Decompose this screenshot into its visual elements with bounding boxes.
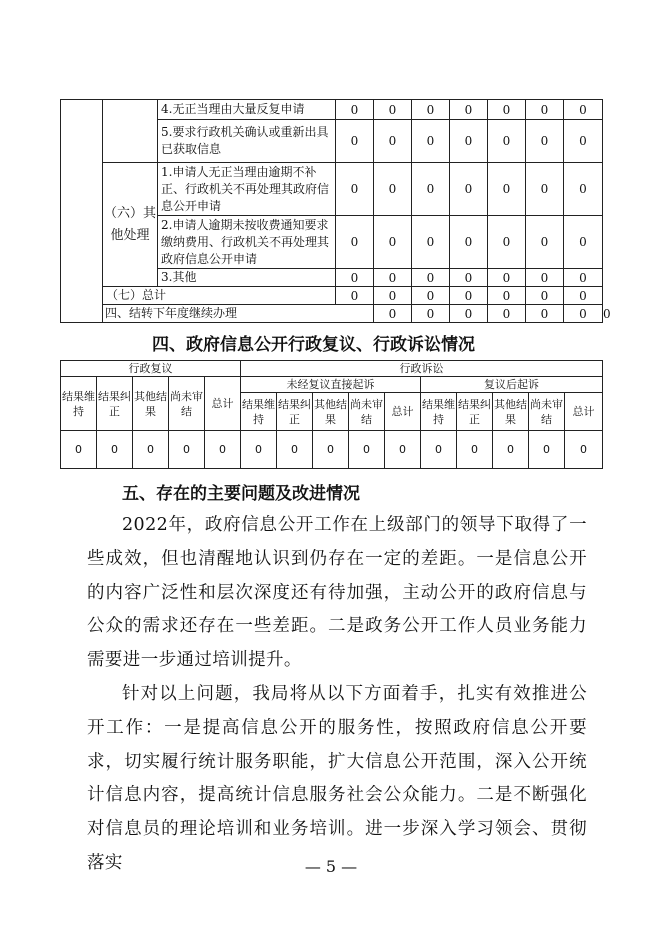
review-litigation-table [60, 360, 603, 469]
cell-value: 0 [336, 216, 374, 269]
section-heading-5: 五、存在的主要问题及改进情况 [122, 484, 360, 504]
cell-value: 0 [526, 120, 564, 163]
row-label: 3.其他 [158, 269, 336, 287]
cell-value: 0 [526, 216, 564, 269]
cell-value: 0 [61, 431, 97, 469]
cell-value: 0 [336, 163, 374, 216]
total-label: （七）总计 [103, 287, 336, 305]
cell-value: 0 [385, 431, 421, 469]
col-header: 结果纠正 [97, 377, 133, 431]
cell-value: 0 [488, 269, 526, 287]
cell-value: 0 [349, 431, 385, 469]
table-row [61, 431, 603, 469]
cell-value: 0 [564, 120, 603, 163]
cell-value: 0 [169, 431, 205, 469]
table-row [61, 377, 603, 393]
cell-value: 0 [336, 269, 374, 287]
cell-value: 0 [450, 269, 488, 287]
after-review-header: 复议后起诉 [421, 377, 603, 393]
row-label: 1.申请人无正当理由逾期不补正、行政机关不再处理其政府信息公开申请 [158, 163, 336, 216]
col-header: 尚未审结 [349, 393, 385, 431]
cell-value: 0 [529, 431, 565, 469]
cell-value: 0 [421, 431, 457, 469]
cell-value: 0 [412, 163, 450, 216]
col-header: 结果纠正 [277, 393, 313, 431]
row-label: 2.申请人逾期未按收费通知要求缴纳费用、行政机关不再处理其政府信息公开申请 [158, 216, 336, 269]
cell-value: 0 [526, 287, 564, 305]
cell-value: 0 [450, 163, 488, 216]
cell-value: 0 [133, 431, 169, 469]
cell-value: 0 [565, 431, 603, 469]
col-header: 结果维持 [61, 377, 97, 431]
cell-value: 0 [336, 100, 374, 120]
cell-value: 0 [564, 287, 603, 305]
cell-value: 0 [97, 431, 133, 469]
cell-value: 0 [374, 163, 412, 216]
col-header: 尚未审结 [529, 393, 565, 431]
cell-value: 0 [450, 305, 488, 323]
cell-value: 0 [277, 431, 313, 469]
cell-value: 0 [526, 163, 564, 216]
col-header: 结果维持 [421, 393, 457, 431]
table-row [61, 287, 603, 305]
cell-value: 0 [313, 431, 349, 469]
cell-value: 0 [412, 287, 450, 305]
blank-cell [103, 100, 158, 163]
cell-value: 0 [374, 269, 412, 287]
col-header: 其他结果 [133, 377, 169, 431]
blank-cell [61, 100, 103, 323]
cell-value: 0 [564, 100, 603, 120]
cell-value: 0 [450, 216, 488, 269]
cell-value: 0 [488, 120, 526, 163]
cell-value: 0 [374, 216, 412, 269]
admin-litigation-header: 行政诉讼 [241, 361, 603, 377]
cell-value: 0 [564, 163, 603, 216]
cell-value: 0 [488, 287, 526, 305]
cell-value: 0 [450, 287, 488, 305]
group-label-other-handling: （六）其他处理 [103, 163, 158, 287]
cell-value: 0 [526, 100, 564, 120]
col-header: 其他结果 [493, 393, 529, 431]
cell-value: 0 [450, 120, 488, 163]
cell-value: 0 [488, 216, 526, 269]
cell-value: 0 [412, 216, 450, 269]
col-header: 结果维持 [241, 393, 277, 431]
application-handling-table [60, 99, 611, 323]
row-label: 5.要求行政机关确认或重新出具已获取信息 [158, 120, 336, 163]
cell-value: 0 [412, 100, 450, 120]
table-row [61, 163, 603, 216]
cell-value: 0 [241, 431, 277, 469]
cell-value: 0 [488, 305, 526, 323]
row-label: 4.无正当理由大量反复申请 [158, 100, 336, 120]
admin-review-header: 行政复议 [61, 361, 241, 377]
section-heading-4: 四、政府信息公开行政复议、行政诉讼情况 [152, 335, 475, 355]
cell-value: 0 [336, 287, 374, 305]
cell-value: 0 [374, 287, 412, 305]
cell-value: 0 [412, 120, 450, 163]
col-header: 结果纠正 [457, 393, 493, 431]
col-header: 其他结果 [313, 393, 349, 431]
not-reviewed-header: 未经复议直接起诉 [241, 377, 421, 393]
cell-value: 0 [374, 100, 412, 120]
body-paragraph: 针对以上问题，我局将从以下方面着手，扎实有效推进公开工作：一是提高信息公开的服务性，按照政府信息公开要求，切实履行统计服务职能，扩大信息公开范围，深入公开统计信息内容，提高统计信息服务社会公众能力。二是不断强化对信息员的理论培训和业务培训。进一步深入学习领会、贯彻落实 [87, 684, 587, 873]
table-row [61, 100, 603, 120]
cell-value: 0 [526, 305, 564, 323]
cell-value: 0 [374, 120, 412, 163]
col-header: 总计 [565, 393, 603, 431]
page-number: — 5 — [304, 857, 358, 876]
cell-value: 0 [374, 305, 412, 323]
cell-value: 0 [493, 431, 529, 469]
cell-value: 0 [564, 269, 603, 287]
table-row [61, 361, 603, 377]
cell-value: 0 [450, 100, 488, 120]
cell-value: 0 [336, 120, 374, 163]
body-paragraph: 2022年，政府信息公开工作在上级部门的领导下取得了一些成效，但也清醒地认识到仍存在一定的差距。一是信息公开的内容广泛性和层次深度还有待加强，主动公开的政府信息与公众的需求还存在一些差距。二是政务公开工作人员业务能力需要进一步通过培训提升。 [87, 515, 587, 671]
cell-value: 0 [488, 163, 526, 216]
cell-value: 0 [205, 431, 241, 469]
col-header: 总计 [205, 377, 241, 431]
col-header: 尚未审结 [169, 377, 205, 431]
cell-value: 0 [526, 269, 564, 287]
table-row: 四、结转下年度继续办理 0 0 0 0 0 0 0 [61, 305, 603, 323]
cell-value: 0 [564, 305, 603, 323]
cell-value: 0 [412, 305, 450, 323]
cell-value: 0 [412, 269, 450, 287]
cell-value: 0 [564, 216, 603, 269]
cell-value: 0 [488, 100, 526, 120]
carryover-label: 四、结转下年度继续办理 [103, 305, 374, 323]
col-header: 总计 [385, 393, 421, 431]
cell-value: 0 [457, 431, 493, 469]
